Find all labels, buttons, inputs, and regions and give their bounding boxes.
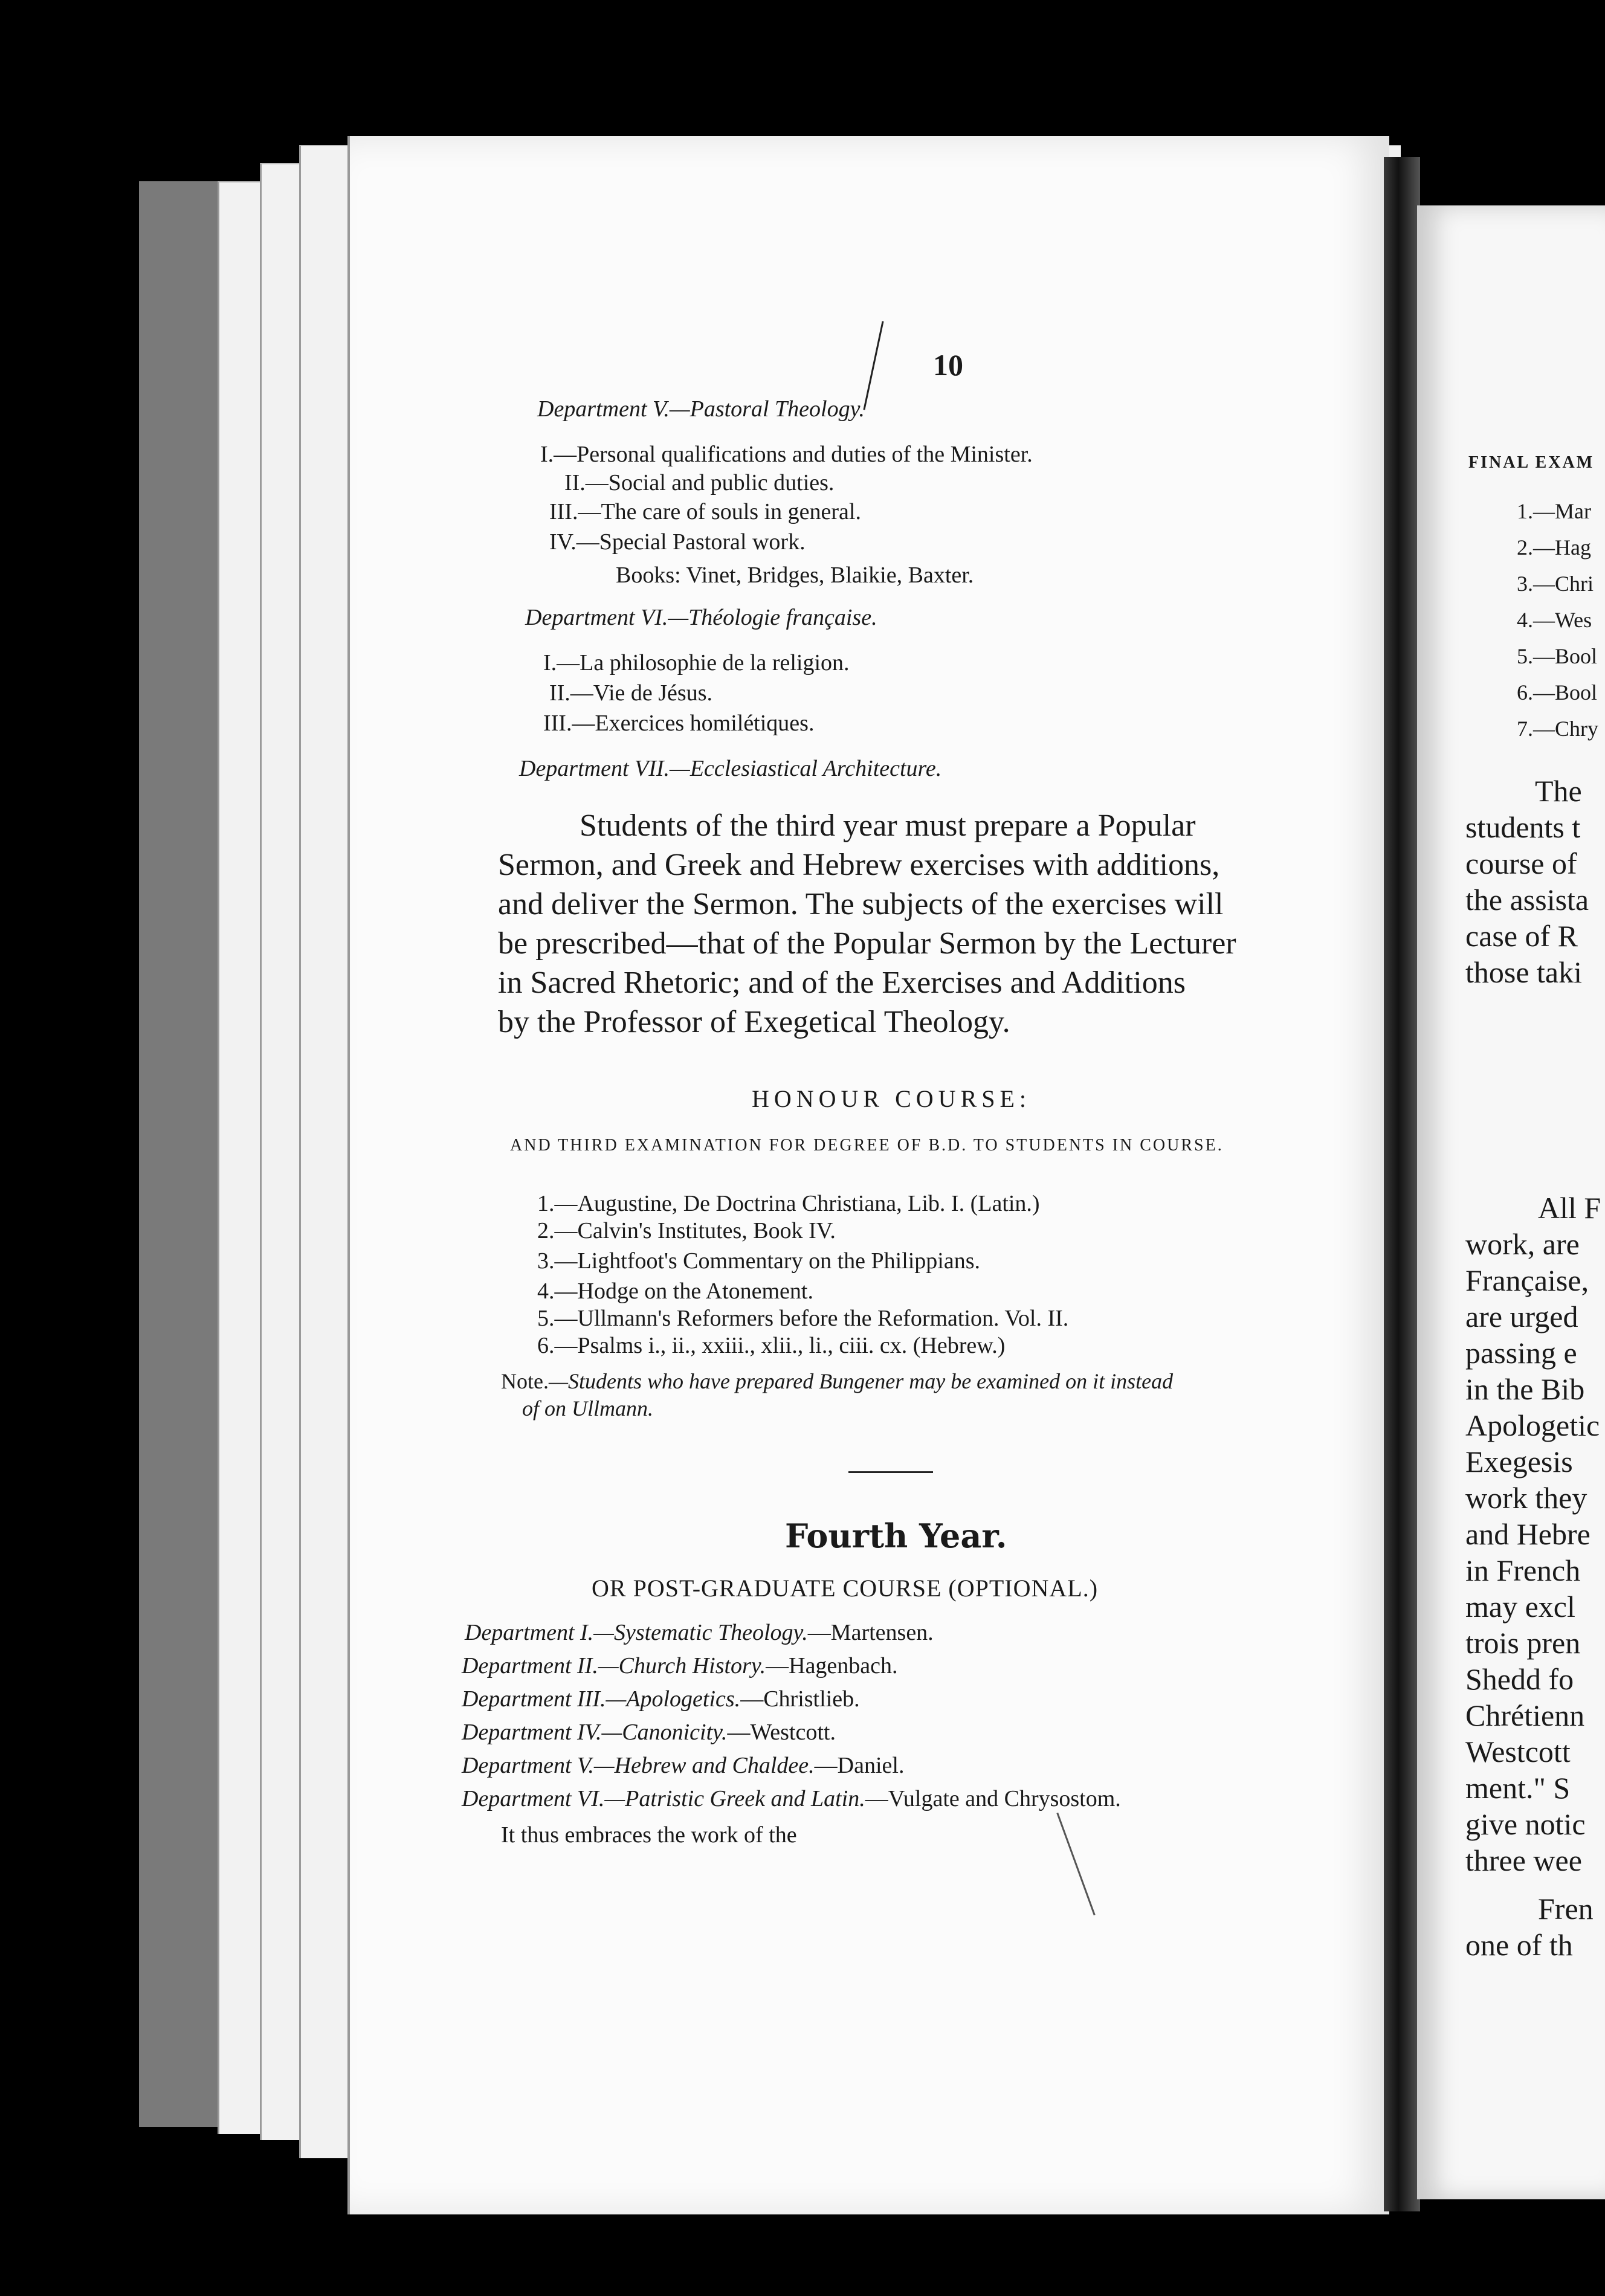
right-header: FINAL EXAM — [1468, 453, 1595, 472]
book-gutter — [1384, 157, 1420, 2211]
note-text: —Students who have prepared Bungener may be examined on it instead — [548, 1369, 1174, 1393]
right-para-line: give notic — [1465, 1807, 1586, 1841]
right-para-line: Apologetic — [1465, 1408, 1600, 1442]
right-item: 1.—Mar — [1517, 499, 1591, 523]
right-para-line: Fren — [1538, 1892, 1594, 1926]
dept6-item: I.—La philosophie de la religion. — [543, 650, 850, 676]
left-page — [347, 136, 1389, 2214]
right-para-line: in French — [1465, 1553, 1581, 1587]
honour-heading: HONOUR COURSE: — [752, 1085, 1032, 1112]
section-divider — [848, 1471, 933, 1473]
right-para-line: All F — [1538, 1191, 1601, 1225]
right-page — [1417, 205, 1605, 2199]
right-para-line: course of — [1465, 846, 1577, 880]
dept5-item: III.—The care of souls in general. — [549, 499, 861, 524]
paragraph-line: be prescribed—that of the Popular Sermon by the Lecturer — [498, 926, 1236, 961]
right-para-line: trois pren — [1465, 1626, 1581, 1660]
right-item: 5.—Bool — [1517, 644, 1598, 668]
fourth-year-dept: Department VI.—Patristic Greek and Latin.—Vulgate and Chrysostom. — [462, 1786, 1121, 1811]
right-para-line: and Hebre — [1465, 1517, 1590, 1551]
pen-mark — [863, 321, 883, 410]
honour-item: 6.—Psalms i., ii., xxiii., xlii., li., ciii. cx. (Hebrew.) — [537, 1333, 1006, 1358]
right-para-line: the assista — [1465, 883, 1589, 917]
dept7-title: Department VII.—Ecclesiastical Architecture. — [519, 756, 942, 781]
right-para-line: Française, — [1465, 1263, 1589, 1297]
dept6-item: II.—Vie de Jésus. — [549, 680, 712, 706]
honour-item: 5.—Ullmann's Reformers before the Reformation. Vol. II. — [537, 1306, 1069, 1331]
right-para-line: three wee — [1465, 1843, 1582, 1877]
right-para-line: may excl — [1465, 1590, 1575, 1624]
dept6-title: Department VI.—Théologie française. — [525, 605, 877, 630]
right-para-line: those taki — [1465, 955, 1583, 989]
right-para-line: ment." S — [1465, 1771, 1571, 1805]
paragraph-line: and deliver the Sermon. The subjects of the exercises will — [498, 887, 1224, 921]
paragraph-line: in Sacred Rhetoric; and of the Exercises and Additions — [498, 966, 1186, 1000]
paper-crease — [1056, 1813, 1095, 1915]
right-para-line: Exegesis — [1465, 1445, 1573, 1479]
right-para-line: case of R — [1465, 919, 1578, 953]
honour-item: 3.—Lightfoot's Commentary on the Philippians. — [537, 1248, 981, 1274]
dept5-books: Books: Vinet, Bridges, Blaikie, Baxter. — [616, 563, 974, 588]
paragraph-line: by the Professor of Exegetical Theology. — [498, 1005, 1010, 1039]
paragraph-line: Students of the third year must prepare a Popular — [580, 808, 1196, 843]
right-item: 4.—Wes — [1517, 608, 1592, 632]
dept5-title: Department V.—Pastoral Theology. — [537, 396, 865, 422]
right-para-line: The — [1535, 774, 1582, 808]
post-graduate-subtitle: OR POST-GRADUATE COURSE (OPTIONAL.) — [592, 1575, 1099, 1602]
right-para-line: one of th — [1465, 1928, 1573, 1962]
fourth-year-dept: Department II.—Church History.—Hagenbach. — [462, 1653, 898, 1678]
paragraph-line: Sermon, and Greek and Hebrew exercises with additions, — [498, 848, 1220, 882]
honour-item: 4.—Hodge on the Atonement. — [537, 1279, 813, 1304]
fourth-year-title: Fourth Year. — [785, 1517, 1007, 1555]
honour-subheading: AND THIRD EXAMINATION FOR DEGREE OF B.D. TO STUDENTS IN COURSE. — [510, 1136, 1224, 1155]
dept6-item: III.—Exercices homilétiques. — [543, 711, 815, 736]
fourth-year-dept: Department I.—Systematic Theology.—Martensen. — [465, 1620, 934, 1645]
dept5-item: II.—Social and public duties. — [564, 470, 835, 495]
right-para-line: students t — [1465, 810, 1581, 844]
right-item: 2.—Hag — [1517, 535, 1591, 559]
fourth-year-dept: Department IV.—Canonicity.—Westcott. — [462, 1720, 836, 1745]
honour-note-continued: of on Ullmann. — [522, 1396, 654, 1420]
right-para-line: Shedd fo — [1465, 1662, 1574, 1696]
right-item: 3.—Chri — [1517, 572, 1594, 596]
right-para-line: are urged — [1465, 1300, 1578, 1333]
honour-item: 1.—Augustine, De Doctrina Christiana, Lib. I. (Latin.) — [537, 1191, 1040, 1216]
dept5-item: IV.—Special Pastoral work. — [549, 529, 806, 555]
fourth-year-dept: Department III.—Apologetics.—Christlieb. — [462, 1686, 860, 1712]
right-para-line: in the Bib — [1465, 1372, 1585, 1406]
honour-item: 2.—Calvin's Institutes, Book IV. — [537, 1218, 836, 1243]
right-para-line: Westcott — [1465, 1735, 1571, 1769]
closing-line: It thus embraces the work of the — [501, 1822, 797, 1848]
right-item: 7.—Chry — [1517, 717, 1598, 741]
note-label: Note. — [501, 1369, 549, 1393]
dept5-item: I.—Personal qualifications and duties of the Minister. — [540, 442, 1033, 467]
page-number: 10 — [933, 348, 963, 382]
right-para-line: work, are — [1465, 1227, 1580, 1261]
honour-note — [501, 1369, 1173, 1394]
fourth-year-dept: Department V.—Hebrew and Chaldee.—Daniel. — [462, 1753, 905, 1778]
right-para-line: Chrétienn — [1465, 1698, 1585, 1732]
right-para-line: work they — [1465, 1481, 1587, 1515]
right-item: 6.—Bool — [1517, 680, 1598, 705]
right-para-line: passing e — [1465, 1336, 1577, 1370]
